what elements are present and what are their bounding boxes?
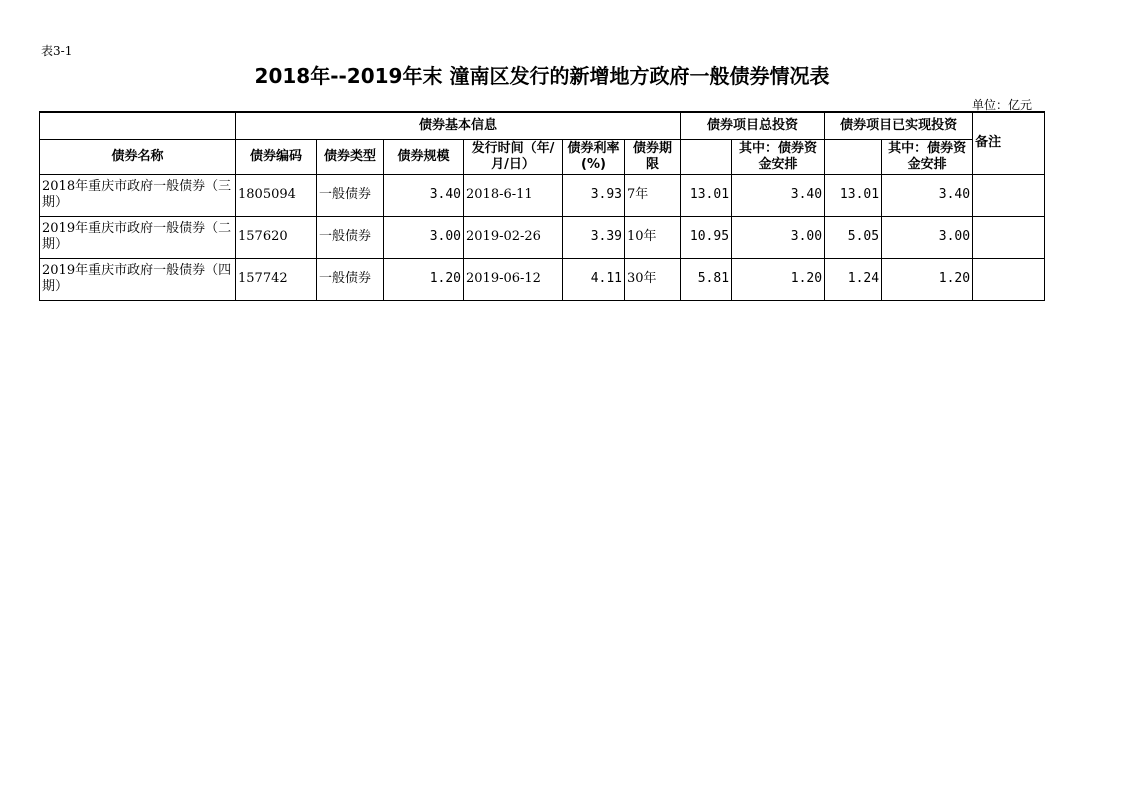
cell-type: 一般债券 xyxy=(317,216,384,258)
header-total-value xyxy=(681,139,732,174)
cell-total-bond: 3.40 xyxy=(732,174,825,216)
cell-scale: 3.40 xyxy=(384,174,464,216)
header-name: 债券名称 xyxy=(40,139,236,174)
cell-remarks xyxy=(973,174,1045,216)
cell-code: 157742 xyxy=(236,258,317,300)
cell-remarks xyxy=(973,216,1045,258)
table-row xyxy=(40,258,1045,300)
cell-type: 一般债券 xyxy=(317,258,384,300)
cell-term: 10年 xyxy=(625,216,681,258)
cell-total: 5.81 xyxy=(681,258,732,300)
header-remarks: 备注 xyxy=(973,112,1045,174)
cell-scale: 3.00 xyxy=(384,216,464,258)
cell-name: 2018年重庆市政府一般债券（三期） xyxy=(40,174,236,216)
cell-term: 30年 xyxy=(625,258,681,300)
cell-remarks xyxy=(973,258,1045,300)
cell-type: 一般债券 xyxy=(317,174,384,216)
cell-realized: 13.01 xyxy=(825,174,882,216)
cell-rate: 4.11 xyxy=(563,258,625,300)
page-title: 2018年--2019年末 潼南区发行的新增地方政府一般债券情况表 xyxy=(254,64,830,88)
cell-realized-bond: 3.00 xyxy=(882,216,973,258)
cell-total: 13.01 xyxy=(681,174,732,216)
cell-realized: 1.24 xyxy=(825,258,882,300)
header-realized-value xyxy=(825,139,882,174)
header-issue-date: 发行时间（年/月/日） xyxy=(464,139,563,174)
header-total-investment: 债券项目总投资 xyxy=(681,112,825,139)
cell-realized: 5.05 xyxy=(825,216,882,258)
cell-issue-date: 2018-6-11 xyxy=(464,174,563,216)
cell-rate: 3.39 xyxy=(563,216,625,258)
cell-code: 1805094 xyxy=(236,174,317,216)
table-id: 表3-1 xyxy=(41,44,73,58)
unit-label: 单位：亿元 xyxy=(971,98,1032,112)
header-total-bond-sub: 其中：债券资金安排 xyxy=(732,139,825,174)
cell-scale: 1.20 xyxy=(384,258,464,300)
cell-realized-bond: 3.40 xyxy=(882,174,973,216)
cell-issue-date: 2019-02-26 xyxy=(464,216,563,258)
cell-term: 7年 xyxy=(625,174,681,216)
header-scale: 债券规模 xyxy=(384,139,464,174)
cell-rate: 3.93 xyxy=(563,174,625,216)
header-term: 债券期限 xyxy=(625,139,681,174)
cell-name: 2019年重庆市政府一般债券（四期） xyxy=(40,258,236,300)
cell-total-bond: 1.20 xyxy=(732,258,825,300)
cell-total: 10.95 xyxy=(681,216,732,258)
bond-table xyxy=(39,111,1045,301)
table-row xyxy=(40,216,1045,258)
header-realized-bond-sub: 其中：债券资金安排 xyxy=(882,139,973,174)
cell-name: 2019年重庆市政府一般债券（二期） xyxy=(40,216,236,258)
cell-realized-bond: 1.20 xyxy=(882,258,973,300)
cell-total-bond: 3.00 xyxy=(732,216,825,258)
header-code: 债券编码 xyxy=(236,139,317,174)
header-basic-info: 债券基本信息 xyxy=(236,112,681,139)
header-realized-investment: 债券项目已实现投资 xyxy=(825,112,973,139)
cell-issue-date: 2019-06-12 xyxy=(464,258,563,300)
header-blank-cell xyxy=(40,112,236,139)
header-rate: 债券利率(%) xyxy=(563,139,625,174)
table-row xyxy=(40,174,1045,216)
cell-code: 157620 xyxy=(236,216,317,258)
header-type: 债券类型 xyxy=(317,139,384,174)
